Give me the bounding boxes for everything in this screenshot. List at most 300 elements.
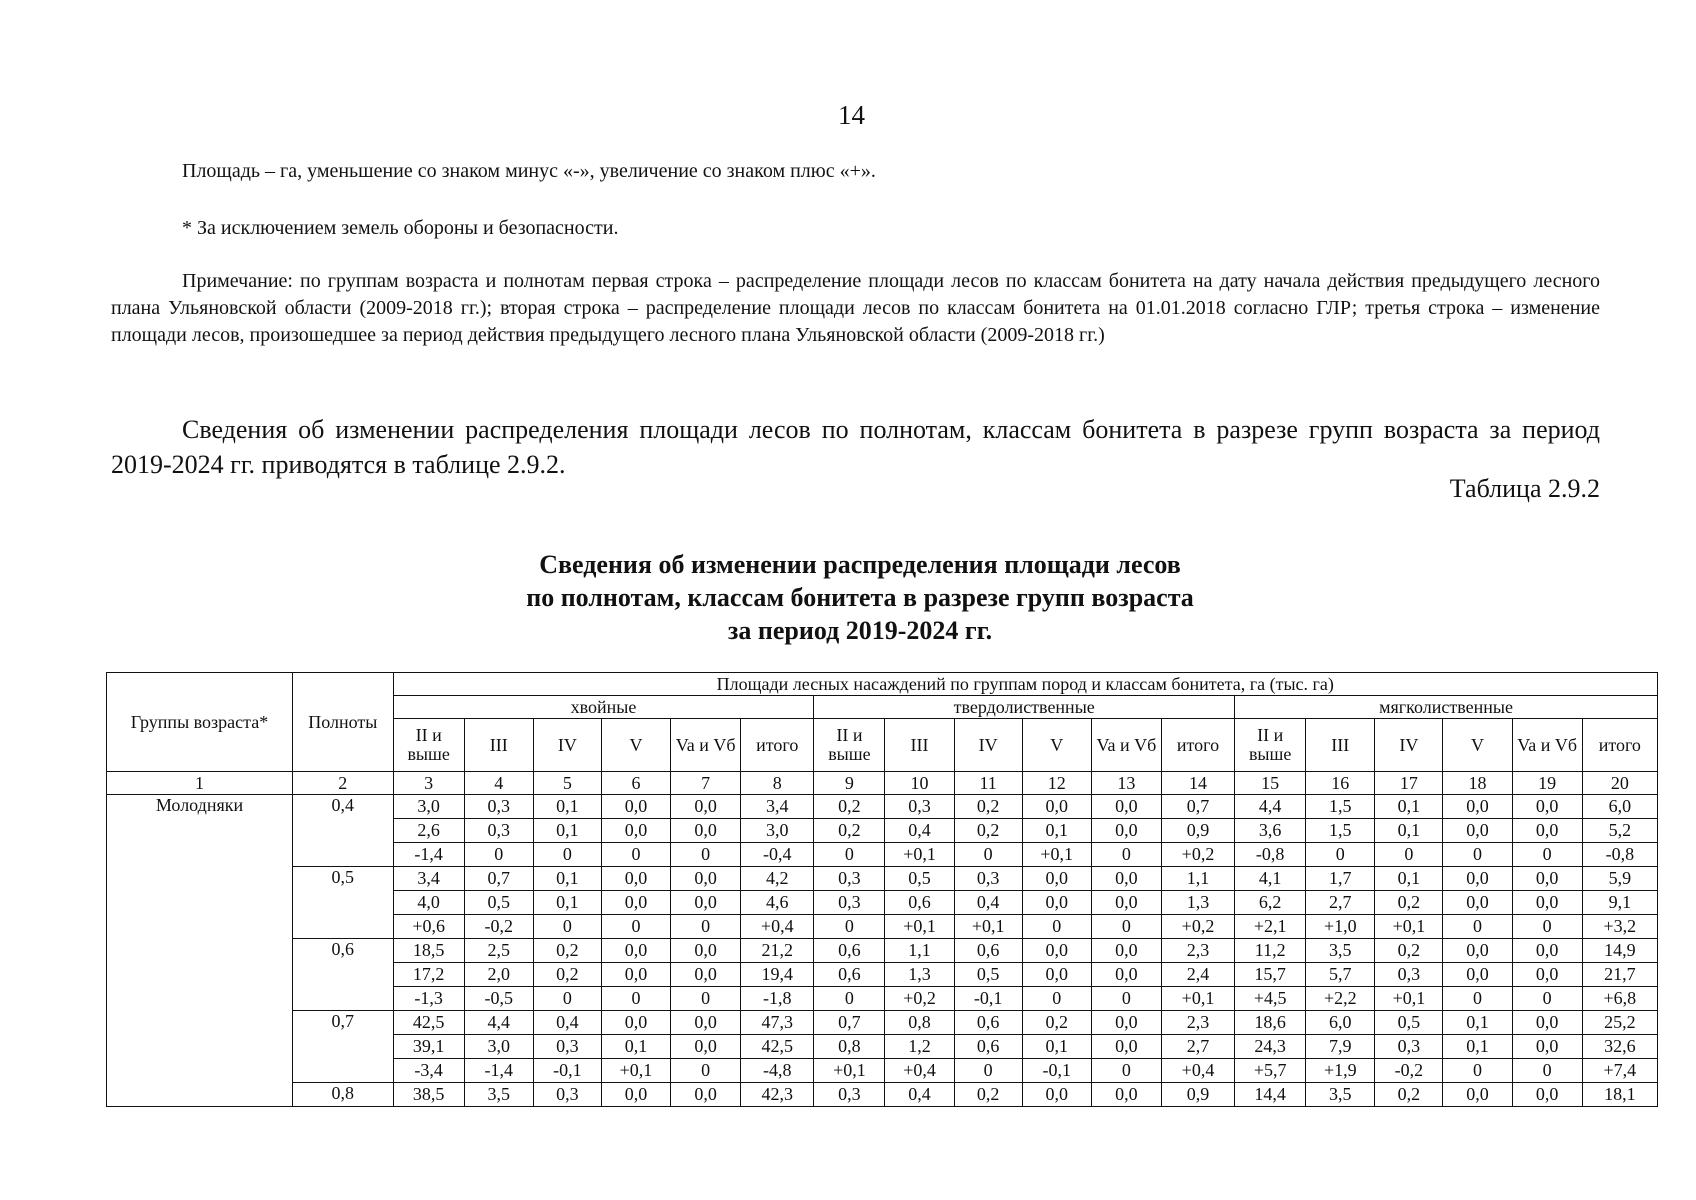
table-cell: 32,6 — [1582, 1035, 1657, 1059]
table-cell: 0,1 — [1375, 795, 1443, 819]
table-cell: 0,0 — [601, 867, 670, 891]
table-cell: -0,8 — [1582, 843, 1657, 867]
table-cell: 3,0 — [464, 1035, 533, 1059]
intro-paragraph — [111, 412, 1600, 482]
table-cell: 0,0 — [671, 1035, 741, 1059]
column-number: 2 — [292, 772, 393, 795]
table-cell: 0,0 — [1512, 1011, 1582, 1035]
table-cell: 0,3 — [464, 795, 533, 819]
table-cell: 0,2 — [954, 1083, 1022, 1107]
table-cell: 0,3 — [814, 891, 885, 915]
header-group-coniferous: хвойные — [393, 696, 814, 719]
table-cell: +0,1 — [885, 915, 954, 939]
table-cell: 4,0 — [393, 891, 464, 915]
column-number: 15 — [1235, 772, 1306, 795]
table-cell: 0,0 — [1091, 819, 1161, 843]
table-cell: 3,5 — [464, 1083, 533, 1107]
table-cell: 0,0 — [601, 1083, 670, 1107]
table-cell: 1,5 — [1306, 819, 1375, 843]
table-cell: 0 — [1091, 843, 1161, 867]
table-cell: 0,0 — [1443, 819, 1512, 843]
table-cell: 4,1 — [1235, 867, 1306, 891]
table-cell: 0,3 — [954, 867, 1022, 891]
table-cell: 0 — [1512, 987, 1582, 1011]
table-cell: 3,0 — [393, 795, 464, 819]
table-cell: 0 — [1091, 987, 1161, 1011]
table-cell: 0 — [1306, 843, 1375, 867]
table-cell: 0,0 — [1091, 939, 1161, 963]
table-cell: 0,1 — [533, 819, 601, 843]
subheader-class-2-up: II и выше — [1235, 719, 1306, 772]
table-cell: 0,0 — [1512, 939, 1582, 963]
table-cell: -0,5 — [464, 987, 533, 1011]
table-cell: 42,5 — [741, 1035, 814, 1059]
table-cell: 0,2 — [954, 819, 1022, 843]
table-cell: 47,3 — [741, 1011, 814, 1035]
table-cell: 0 — [671, 915, 741, 939]
column-number: 14 — [1161, 772, 1234, 795]
table-cell: 0,0 — [1512, 891, 1582, 915]
table-cell: 0,0 — [1512, 963, 1582, 987]
table-cell: +0,1 — [1022, 843, 1091, 867]
column-number: 19 — [1512, 772, 1582, 795]
page-number: 14 — [838, 100, 865, 130]
note-paragraph — [111, 268, 1600, 349]
density-cell: 0,8 — [292, 1083, 393, 1107]
table-cell: 0,3 — [533, 1035, 601, 1059]
column-number: 16 — [1306, 772, 1375, 795]
table-cell: 0 — [1091, 1059, 1161, 1083]
table-cell: 3,5 — [1306, 1083, 1375, 1107]
table-cell: 0,2 — [533, 963, 601, 987]
table-cell: 3,6 — [1235, 819, 1306, 843]
table-cell: -0,2 — [1375, 1059, 1443, 1083]
table-cell: 4,4 — [464, 1011, 533, 1035]
table-cell: 2,7 — [1306, 891, 1375, 915]
table-cell: +0,4 — [885, 1059, 954, 1083]
table-cell: 0,7 — [814, 1011, 885, 1035]
table-cell: 0,0 — [1512, 819, 1582, 843]
subheader-class-3: III — [1306, 719, 1375, 772]
table-cell: 0,0 — [1443, 795, 1512, 819]
table-cell: 2,0 — [464, 963, 533, 987]
density-cell: 0,4 — [292, 795, 393, 867]
table-cell: 0 — [1512, 1059, 1582, 1083]
table-cell: 0,1 — [1375, 819, 1443, 843]
table-cell: +4,5 — [1235, 987, 1306, 1011]
table-row — [107, 1011, 1658, 1035]
table-cell: +0,4 — [741, 915, 814, 939]
column-number: 7 — [671, 772, 741, 795]
table-cell: 0,0 — [1022, 867, 1091, 891]
table-cell: 0,6 — [885, 891, 954, 915]
subheader-class-5a-5b: Va и Vб — [1091, 719, 1161, 772]
table-cell: 38,5 — [393, 1083, 464, 1107]
table-cell: +3,2 — [1582, 915, 1657, 939]
table-cell: 0,6 — [814, 939, 885, 963]
table-cell: 3,4 — [393, 867, 464, 891]
note-text: Примечание: по группам возраста и полнотам первая строка – распределение площади лесов по классам бонитета на дату начала действия предыдущего лесного плана Ульяновской области (2009-2018 гг.); вторая строка – распределение площади лесов по классам бонитета на 01.01.2018 согласно ГЛР; третья строка – изменение площади лесов, произошедшее за период действия предыдущего лесного плана Ульяновской области (2009-2018 гг.) — [111, 270, 1600, 346]
table-cell: 0,0 — [601, 891, 670, 915]
table-cell: 0,3 — [533, 1083, 601, 1107]
table-cell: 0,4 — [533, 1011, 601, 1035]
table-cell: 0,0 — [1512, 867, 1582, 891]
subheader-class-2-up: II и выше — [393, 719, 464, 772]
table-cell: 0,0 — [1443, 891, 1512, 915]
table-cell: +0,1 — [814, 1059, 885, 1083]
table-row — [107, 939, 1658, 963]
table-cell: +0,1 — [885, 843, 954, 867]
table-cell: 2,3 — [1161, 1011, 1234, 1035]
table-cell: 0 — [1443, 1059, 1512, 1083]
table-cell: 0,2 — [1375, 1083, 1443, 1107]
table-cell: 5,9 — [1582, 867, 1657, 891]
table-cell: 5,2 — [1582, 819, 1657, 843]
table-cell: 0,3 — [814, 1083, 885, 1107]
table-cell: 0 — [954, 1059, 1022, 1083]
column-number: 12 — [1022, 772, 1091, 795]
table-cell: -0,1 — [954, 987, 1022, 1011]
subheader-class-3: III — [885, 719, 954, 772]
table-cell: 0,4 — [885, 1083, 954, 1107]
table-cell: 0,3 — [464, 819, 533, 843]
table-cell: -1,4 — [393, 843, 464, 867]
subheader-class-4: IV — [533, 719, 601, 772]
table-cell: 11,2 — [1235, 939, 1306, 963]
table-cell: +1,9 — [1306, 1059, 1375, 1083]
table-cell: 0,0 — [601, 1011, 670, 1035]
table-cell: 0 — [601, 987, 670, 1011]
table-cell: 0,0 — [671, 819, 741, 843]
table-cell: +0,4 — [1161, 1059, 1234, 1083]
table-cell: 0,0 — [1022, 891, 1091, 915]
table-cell: +2,2 — [1306, 987, 1375, 1011]
table-cell: 0,6 — [954, 1011, 1022, 1035]
table-cell: 15,7 — [1235, 963, 1306, 987]
table-cell: 1,3 — [885, 963, 954, 987]
table-cell: 0 — [533, 843, 601, 867]
table-cell: 0,0 — [1091, 891, 1161, 915]
subheader-total: итого — [1582, 719, 1657, 772]
table-cell: 2,5 — [464, 939, 533, 963]
table-cell: 0 — [671, 987, 741, 1011]
footnote-paragraph: * За исключением земель обороны и безопасности. — [182, 217, 619, 239]
table-cell: 0,7 — [1161, 795, 1234, 819]
table-cell: +0,2 — [1161, 915, 1234, 939]
table-cell: 0 — [1022, 915, 1091, 939]
table-cell: 0,1 — [533, 891, 601, 915]
table-cell: 24,3 — [1235, 1035, 1306, 1059]
table-cell: 0 — [1443, 987, 1512, 1011]
table-cell: 18,1 — [1582, 1083, 1657, 1107]
table-cell: 0,4 — [954, 891, 1022, 915]
table-cell: 0,0 — [601, 795, 670, 819]
table-cell: 42,5 — [393, 1011, 464, 1035]
table-cell: 0 — [814, 915, 885, 939]
subheader-class-3: III — [464, 719, 533, 772]
table-cell: 39,1 — [393, 1035, 464, 1059]
table-cell: 0,3 — [814, 867, 885, 891]
table-cell: 0,0 — [1091, 1011, 1161, 1035]
table-title-line: Сведения об изменении распределения площади лесов — [539, 550, 1181, 579]
table-cell: 19,4 — [741, 963, 814, 987]
table-cell: -3,4 — [393, 1059, 464, 1083]
table-cell: 42,3 — [741, 1083, 814, 1107]
table-cell: +6,8 — [1582, 987, 1657, 1011]
table-cell: 2,3 — [1161, 939, 1234, 963]
table-cell: 4,6 — [741, 891, 814, 915]
table-cell: 0,0 — [1022, 1083, 1091, 1107]
table-cell: 1,1 — [1161, 867, 1234, 891]
density-cell: 0,7 — [292, 1011, 393, 1083]
table-cell: 0,0 — [1091, 1083, 1161, 1107]
table-cell: 0,0 — [671, 795, 741, 819]
table-cell: +0,2 — [885, 987, 954, 1011]
column-number: 20 — [1582, 772, 1657, 795]
column-number: 17 — [1375, 772, 1443, 795]
table-cell: 0,2 — [533, 939, 601, 963]
table-cell: 0,0 — [1443, 867, 1512, 891]
column-number: 6 — [601, 772, 670, 795]
table-cell: 0,5 — [464, 891, 533, 915]
table-cell: 0,3 — [885, 795, 954, 819]
table-cell: -0,1 — [533, 1059, 601, 1083]
table-cell: 4,4 — [1235, 795, 1306, 819]
table-cell: 0,1 — [533, 795, 601, 819]
subheader-class-4: IV — [1375, 719, 1443, 772]
table-cell: 0,1 — [1375, 867, 1443, 891]
table-cell: 0,0 — [1091, 867, 1161, 891]
table-cell: 0 — [533, 915, 601, 939]
table-cell: 0 — [601, 843, 670, 867]
table-cell: 21,7 — [1582, 963, 1657, 987]
table-cell: 4,2 — [741, 867, 814, 891]
table-cell: 0 — [954, 843, 1022, 867]
table-cell: 0 — [464, 843, 533, 867]
table-cell: -4,8 — [741, 1059, 814, 1083]
table-cell: 0,1 — [1443, 1011, 1512, 1035]
subheader-class-2-up: II и выше — [814, 719, 885, 772]
table-cell: 3,4 — [741, 795, 814, 819]
table-cell: 0,6 — [954, 1035, 1022, 1059]
table-cell: 14,9 — [1582, 939, 1657, 963]
table-cell: 1,7 — [1306, 867, 1375, 891]
table-cell: 0,3 — [1375, 1035, 1443, 1059]
table-cell: +5,7 — [1235, 1059, 1306, 1083]
subheader-class-5: V — [1022, 719, 1091, 772]
table-cell: 1,3 — [1161, 891, 1234, 915]
table-cell: 0,1 — [1443, 1035, 1512, 1059]
table-cell: 0,1 — [1022, 819, 1091, 843]
table-cell: +0,2 — [1161, 843, 1234, 867]
intro-text: Сведения об изменении распределения площади лесов по полнотам, классам бонитета в разрезе групп возраста за период 2019-2024 гг. приводятся в таблице 2.9.2. — [111, 415, 1600, 479]
table-cell: 0,2 — [814, 819, 885, 843]
table-cell: -0,1 — [1022, 1059, 1091, 1083]
table-cell: 0 — [1512, 915, 1582, 939]
table-cell: 0,0 — [1443, 1083, 1512, 1107]
table-cell: 0,0 — [671, 867, 741, 891]
table-cell: +1,0 — [1306, 915, 1375, 939]
header-group-softwood: мягколиственные — [1235, 696, 1658, 719]
column-number: 8 — [741, 772, 814, 795]
area-units-paragraph: Площадь – га, уменьшение со знаком минус «-», увеличение со знаком плюс «+». — [182, 160, 876, 182]
table-cell: 0 — [1443, 915, 1512, 939]
table-cell: 0,0 — [671, 939, 741, 963]
column-number: 13 — [1091, 772, 1161, 795]
table-cell: 0,1 — [1022, 1035, 1091, 1059]
table-cell: +2,1 — [1235, 915, 1306, 939]
subheader-total: итого — [741, 719, 814, 772]
column-number: 10 — [885, 772, 954, 795]
subheader-class-5a-5b: Va и Vб — [671, 719, 741, 772]
column-number: 18 — [1443, 772, 1512, 795]
table-cell: 0 — [1375, 843, 1443, 867]
table-cell: 0,0 — [1091, 1035, 1161, 1059]
table-title-line: за период 2019-2024 гг. — [727, 616, 993, 645]
table-cell: 0,0 — [1512, 795, 1582, 819]
table-cell: 0,0 — [1091, 963, 1161, 987]
table-cell: -0,4 — [741, 843, 814, 867]
table-cell: 0,9 — [1161, 1083, 1234, 1107]
table-title-line: по полнотам, классам бонитета в разрезе групп возраста — [526, 583, 1194, 612]
table-cell: -0,2 — [464, 915, 533, 939]
table-cell: 2,4 — [1161, 963, 1234, 987]
column-number: 11 — [954, 772, 1022, 795]
subheader-class-5a-5b: Va и Vб — [1512, 719, 1582, 772]
table-cell: 0,0 — [601, 939, 670, 963]
table-row — [107, 867, 1658, 891]
table-cell: 0,4 — [885, 819, 954, 843]
table-cell: 0,0 — [1443, 963, 1512, 987]
table-cell: 0,0 — [671, 891, 741, 915]
table-cell: 0 — [601, 915, 670, 939]
table-cell: 0,3 — [1375, 963, 1443, 987]
table-cell: 2,7 — [1161, 1035, 1234, 1059]
table-cell: +0,1 — [1161, 987, 1234, 1011]
table-cell: 21,2 — [741, 939, 814, 963]
table-cell: 0,2 — [1375, 939, 1443, 963]
table-cell: 0,0 — [1022, 939, 1091, 963]
table-cell: 6,0 — [1306, 1011, 1375, 1035]
table-cell: 6,2 — [1235, 891, 1306, 915]
table-cell: 2,6 — [393, 819, 464, 843]
table-cell: +0,6 — [393, 915, 464, 939]
table-cell: 0,7 — [464, 867, 533, 891]
table-cell: +7,4 — [1582, 1059, 1657, 1083]
table-cell: 0,6 — [954, 939, 1022, 963]
table-cell: 0,5 — [885, 867, 954, 891]
table-cell: 0,0 — [601, 963, 670, 987]
table-cell: 9,1 — [1582, 891, 1657, 915]
header-area: Площади лесных насаждений по группам пород и классам бонитета, га (тыс. га) — [393, 673, 1657, 696]
table-cell: 0 — [814, 987, 885, 1011]
column-number: 9 — [814, 772, 885, 795]
subheader-total: итого — [1161, 719, 1234, 772]
column-number: 4 — [464, 772, 533, 795]
table-cell: -1,8 — [741, 987, 814, 1011]
table-cell: 0,0 — [1512, 1083, 1582, 1107]
table-cell: 0 — [1512, 843, 1582, 867]
table-cell: 0,6 — [814, 963, 885, 987]
subheader-class-4: IV — [954, 719, 1022, 772]
column-number: 5 — [533, 772, 601, 795]
table-cell: -1,4 — [464, 1059, 533, 1083]
table-cell: 0,8 — [885, 1011, 954, 1035]
table-cell: -0,8 — [1235, 843, 1306, 867]
table-cell: 0,0 — [1091, 795, 1161, 819]
table-cell: 18,5 — [393, 939, 464, 963]
table-cell: 0,2 — [1022, 1011, 1091, 1035]
table-cell: 18,6 — [1235, 1011, 1306, 1035]
table-cell: 0,5 — [1375, 1011, 1443, 1035]
table-cell: 3,0 — [741, 819, 814, 843]
table-cell: 0,9 — [1161, 819, 1234, 843]
table-cell: 0,0 — [671, 1083, 741, 1107]
table-cell: +0,1 — [1375, 915, 1443, 939]
forest-area-table — [106, 672, 1658, 1107]
table-cell: 25,2 — [1582, 1011, 1657, 1035]
table-cell: 14,4 — [1235, 1083, 1306, 1107]
table-cell: 0 — [1443, 843, 1512, 867]
table-cell: 7,9 — [1306, 1035, 1375, 1059]
table-cell: 0,0 — [1022, 795, 1091, 819]
header-age-groups: Группы возраста* — [107, 673, 293, 772]
table-cell: +0,1 — [601, 1059, 670, 1083]
table-cell: 3,5 — [1306, 939, 1375, 963]
table-cell: 1,1 — [885, 939, 954, 963]
table-cell: 0,0 — [671, 1011, 741, 1035]
table-cell: 1,5 — [1306, 795, 1375, 819]
subheader-class-5: V — [601, 719, 670, 772]
table-cell: 0,0 — [1443, 939, 1512, 963]
table-cell: 0,0 — [1512, 1035, 1582, 1059]
header-density: Полноты — [292, 673, 393, 772]
table-cell: 0,0 — [671, 963, 741, 987]
table-row — [107, 795, 1658, 819]
table-cell: 6,0 — [1582, 795, 1657, 819]
table-cell: 0,2 — [1375, 891, 1443, 915]
table-cell: 0,0 — [601, 819, 670, 843]
table-cell: 0,1 — [601, 1035, 670, 1059]
table-cell: 0,0 — [1022, 963, 1091, 987]
table-cell: 5,7 — [1306, 963, 1375, 987]
density-cell: 0,6 — [292, 939, 393, 1011]
table-cell: 0,8 — [814, 1035, 885, 1059]
table-cell: 0 — [533, 987, 601, 1011]
density-cell: 0,5 — [292, 867, 393, 939]
header-group-hardwood: твердолиственные — [814, 696, 1235, 719]
subheader-class-5: V — [1443, 719, 1512, 772]
table-cell: 0 — [671, 843, 741, 867]
table-cell: +0,1 — [954, 915, 1022, 939]
table-cell: 17,2 — [393, 963, 464, 987]
table-title — [400, 548, 1320, 647]
table-cell: 0,1 — [533, 867, 601, 891]
table-row — [107, 1083, 1658, 1107]
table-cell: 0,5 — [954, 963, 1022, 987]
table-cell: 0,2 — [814, 795, 885, 819]
age-group-cell: Молодняки — [107, 795, 293, 1107]
column-number: 1 — [107, 772, 293, 795]
table-cell: 0 — [814, 843, 885, 867]
table-cell: 0,2 — [954, 795, 1022, 819]
table-cell: 1,2 — [885, 1035, 954, 1059]
table-cell: 0 — [671, 1059, 741, 1083]
table-cell: 0 — [1022, 987, 1091, 1011]
table-cell: 0 — [1091, 915, 1161, 939]
table-cell: -1,3 — [393, 987, 464, 1011]
table-label: Таблица 2.9.2 — [1449, 474, 1600, 503]
